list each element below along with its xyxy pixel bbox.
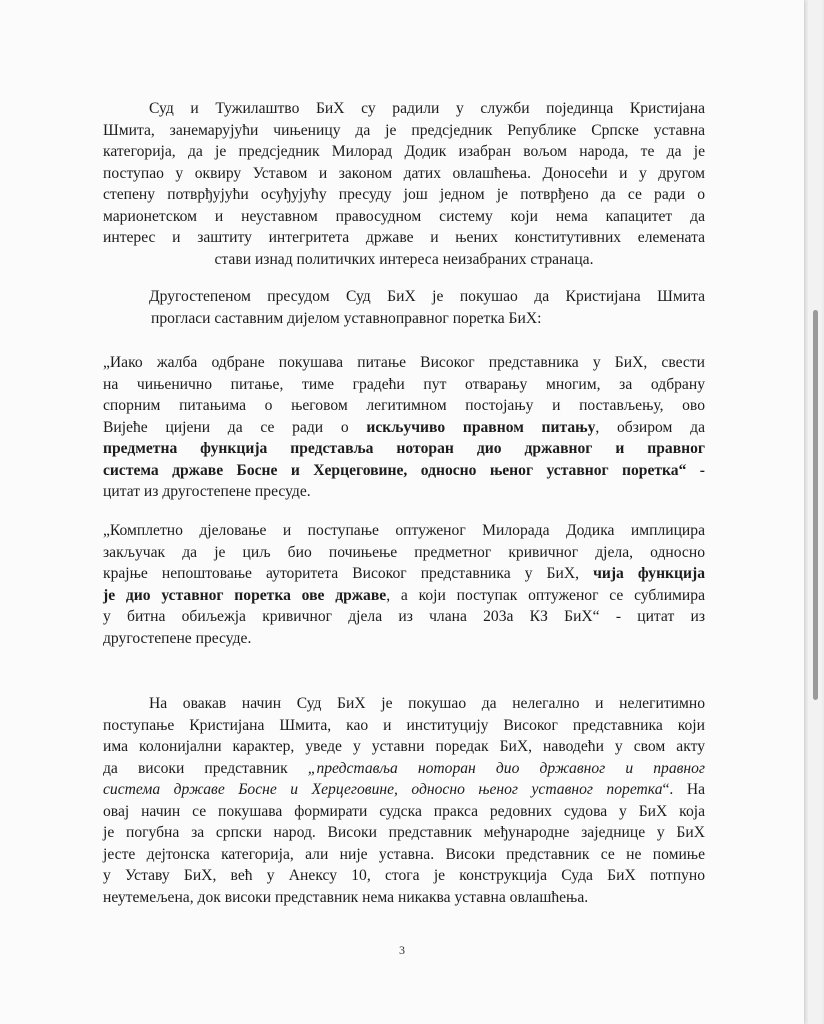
text-segment: да високи представник <box>103 759 308 777</box>
bold-text: система државе Босне и Херцеговине, односно њеног уставног поретка“ <box>103 461 687 479</box>
text-line <box>103 779 705 801</box>
text-line: поступање Кристијана Шмита, као и институцију Високог представника који <box>103 716 705 734</box>
text-line: јесте дејтонска категорија, али није уставна. Високи представник се не помиње <box>103 845 705 863</box>
text-line: На овакав начин Суд БиХ је покушао да нелегално и нелегитимно <box>149 695 705 712</box>
text-line: „Иако жалба одбране покушава питање Високог представника у БиХ, свести <box>103 354 705 371</box>
text-line: цитат из другостепене пресуде. <box>103 483 311 500</box>
text-line: је погубна за српски народ. Високи представник међународне заједнице у БиХ <box>103 824 705 841</box>
text-line: категорија, да је предсједник Милорад Додик изабран вољом народа, те да је <box>103 143 705 160</box>
italic-text: система државе Босне и Херцеговине, односно њеног уставног поретка <box>103 781 663 798</box>
text-segment: крајње непоштовање ауторитета Високог представника у БиХ, <box>103 565 594 582</box>
paragraph-2 <box>103 286 705 329</box>
bold-text: је дио уставног поретка ове државе <box>103 586 387 604</box>
text-segment: “. На <box>662 781 706 798</box>
text-line: степену потврђујући осуђујућу пресуду још једном је потврђено да се ради о <box>103 186 705 203</box>
text-line: има колонијални карактер, уведе у уставни поредак БиХ, наводећи у свом акту <box>103 738 705 755</box>
text-line: Другостепеном пресудом Суд БиХ је покушао да Кристијана Шмита <box>149 288 705 305</box>
text-line: интерес и заштиту интегритета државе и њених конститутивних елемената <box>103 229 705 246</box>
scrollbar-thumb[interactable] <box>813 310 818 700</box>
text-segment: Вијеће цијени да се ради о <box>103 418 367 436</box>
text-line: у Уставу БиХ, већ у Анексу 10, стога је конструкција Суда БиХ потпуно <box>103 867 705 884</box>
text-line <box>103 417 705 439</box>
text-line: Шмита, занемарујући чињеницу да је предсједник Републике Српске уставна <box>103 121 705 139</box>
text-line: стави изнад политичких интереса неизабраних странаца. <box>214 250 594 268</box>
text-line: спорним питањима о његовом легитимном постојању и постављењу, ово <box>103 397 705 414</box>
text-line: у битна обиљежја кривичног дјела из члана 203а КЗ БиХ“ - цитат из <box>103 608 705 625</box>
quote-1 <box>103 352 705 503</box>
text-segment: - <box>686 461 705 479</box>
text-line <box>103 758 705 780</box>
quote-2 <box>103 520 705 649</box>
text-line: другостепене пресуде. <box>103 629 252 647</box>
text-line: поступао у оквиру Уставом и законом датих овлашћења. Доносећи и у другом <box>103 164 705 182</box>
paragraph-3 <box>103 693 705 908</box>
text-line: овај начин се покушава формирати судска пракса редовних судова у БиХ која <box>103 802 705 820</box>
text-line: закључак да је циљ био почињење предметног кривичног дјела, односно <box>103 543 705 561</box>
text-line: неутемељена, док високи представник нема никаква уставна овлашћења. <box>103 888 589 906</box>
text-segment: , обзиром да <box>595 418 705 436</box>
paragraph-1 <box>103 98 705 270</box>
page-number: 3 <box>399 943 405 957</box>
text-line <box>103 563 705 585</box>
bold-text: чија функција <box>593 565 706 582</box>
text-line: на чињенично питање, тиме градећи пут отварању многим, за одбрану <box>103 375 705 393</box>
text-line <box>103 460 705 482</box>
text-line: прогласи саставним дијелом уставноправног поретка БиХ: <box>151 309 542 327</box>
bold-text: искључиво правном питању <box>366 418 596 436</box>
bold-text: предметна функција представља нотoран дио државног и правног <box>103 440 705 457</box>
text-line: „Комплетно дјеловање и поступање оптуженог Милорада Додика имплицира <box>103 522 705 539</box>
text-segment: , а који поступак оптуженог се сублимира <box>386 586 705 604</box>
text-line: марионетском и неуставном правосудном систему који нема капацитет да <box>103 207 705 225</box>
text-line: Суд и Тужилаштво БиХ су радили у служби појединца Кристијана <box>149 100 705 117</box>
text-line <box>103 585 705 607</box>
italic-text: „представља нотoран дио државног и правног <box>307 759 706 777</box>
